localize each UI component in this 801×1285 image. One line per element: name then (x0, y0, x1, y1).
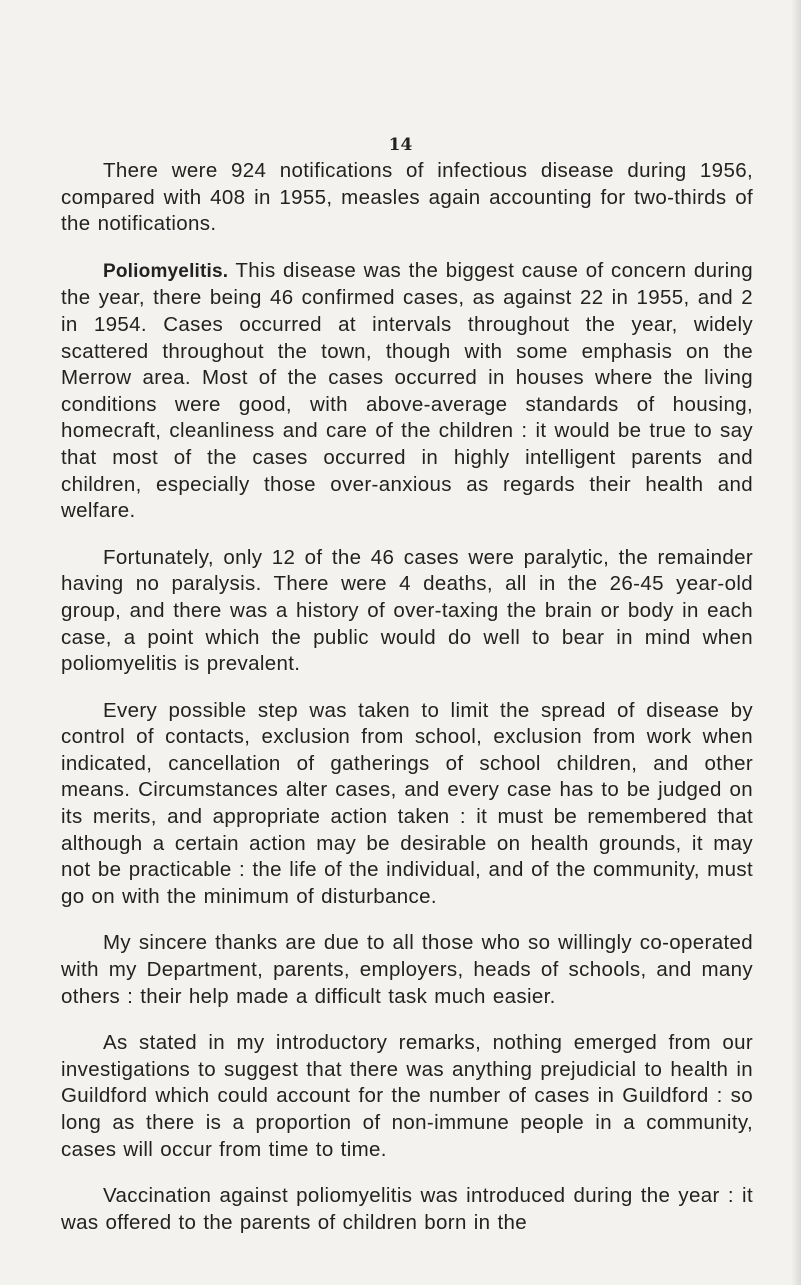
page-number: 14 (388, 135, 413, 155)
paragraph-investigations (61, 1030, 753, 1163)
paragraph-text: Every possible step was taken to limit the spread of disease by control of contacts, exclusion from school, exclusion from work when indicated, cancellation of gatherings of school children, and other means. Circumstances alter cases, and every case has to be judged on its merits, and appropriate action taken : it must be remembered that although a certain action may be desirable on health grounds, it may not be practicable : the life of the individual, and of the community, must go on with the minimum of disturbance. (61, 698, 753, 908)
paragraph-text: This disease was the biggest cause of concern during the year, there being 46 confirmed cases, as against 22 in 1955, and 2 in 1954. Cases occurred at intervals throughout the year, widely scattered throughout the town, though with some emphasis on the Merrow area. Most of the cases occurred in houses where the living conditions were good, with above-average standards of housing, homecraft, cleanliness and care of the children : it would be true to say that most of the cases occurred in highly intelligent parents and children, especially those over-anxious as regards their health and welfare. (61, 258, 753, 523)
paragraph-control-measures (61, 698, 753, 911)
paragraph-vaccination (61, 1183, 753, 1236)
paragraph-poliomyelitis (61, 258, 753, 525)
section-heading-poliomyelitis: Poliomyelitis. (103, 260, 229, 282)
paragraph-text: As stated in my introductory remarks, nothing emerged from our investigations to suggest that there was anything prejudicial to health in Guildford which could account for the number of cases in Guildford : so long as there is a proportion of non-immune people in a community, cases will occur from time to time. (61, 1031, 753, 1161)
paragraph-thanks (61, 930, 753, 1010)
page-edge-shadow (791, 0, 801, 1285)
paragraph-text: Vaccination against poliomyelitis was introduced during the year : it was offered to the parents of children born in the (61, 1184, 753, 1234)
paragraph-text: There were 924 notifications of infectious disease during 1956, compared with 408 in 1955, measles again accounting for two-thirds of the notifications. (61, 159, 753, 236)
paragraph-text: Fortunately, only 12 of the 46 cases were paralytic, the remainder having no paralysis. There were 4 deaths, all in the 26-45 year-old group, and there was a history of over-taxing the brain or body in each case, a point which the public would do well to bear in mind when poliomyelitis is prevalent. (61, 545, 753, 676)
paragraph-paralytic-cases (61, 545, 753, 678)
paragraph-text: My sincere thanks are due to all those who so willingly co-operated with my Department, parents, employers, heads of schools, and many others : their help made a difficult task much easier. (61, 931, 753, 1008)
paragraph-notifications (61, 158, 753, 238)
document-body (61, 158, 753, 1256)
